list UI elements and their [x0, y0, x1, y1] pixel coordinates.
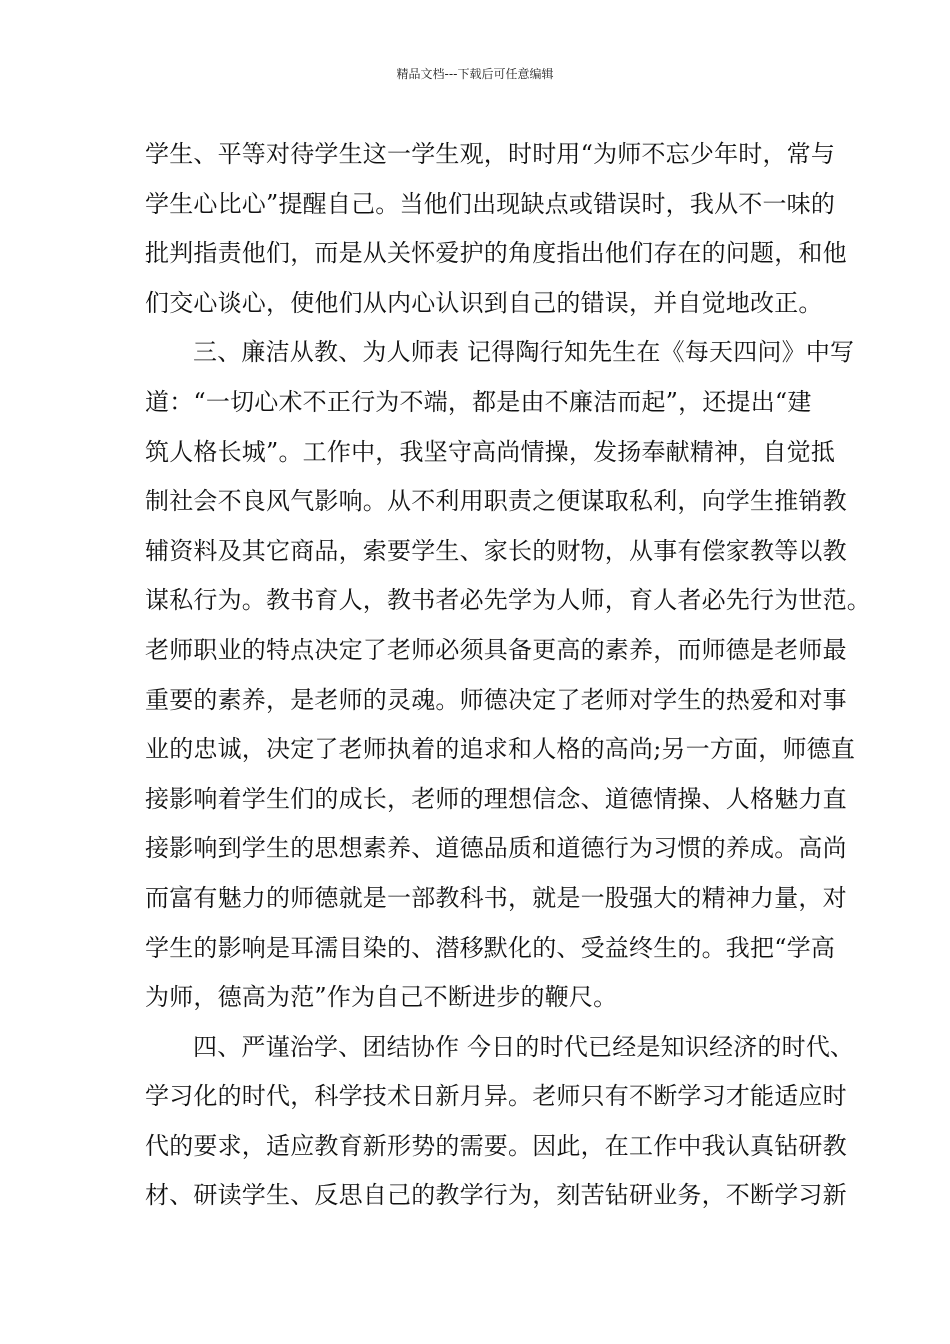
text-line: 老师职业的特点决定了老师必须具备更高的素养，而师德是老师最	[145, 635, 847, 664]
text-line: 们交心谈心，使他们从内心认识到自己的错误，并自觉地改正。	[145, 288, 823, 317]
section-heading-line: 三、廉洁从教、为人师表 记得陶行知先生在《每天四问》中写	[193, 338, 855, 367]
document-body	[145, 130, 871, 1221]
text-line: 业的忠诚，决定了老师执着的追求和人格的高尚;另一方面，师德直	[145, 735, 856, 764]
text-line: 学习化的时代，科学技术日新月异。老师只有不断学习才能适应时	[145, 1082, 847, 1111]
text-line: 材、研读学生、反思自己的教学行为，刻苦钻研业务，不断学习新	[145, 1181, 847, 1210]
text-line: 接影响到学生的思想素养、道德品质和道德行为习惯的养成。高尚	[145, 834, 847, 863]
text-line: 批判指责他们，而是从关怀爱护的角度指出他们存在的问题，和他	[145, 239, 847, 268]
text-line: 辅资料及其它商品，索要学生、家长的财物，从事有偿家教等以教	[145, 536, 847, 565]
text-line: 谋私行为。教书育人，教书者必先学为人师，育人者必先行为世范。	[145, 586, 871, 615]
text-line: 制社会不良风气影响。从不利用职责之便谋取私利，向学生推销教	[145, 487, 847, 516]
text-line: 为师，德高为范”作为自己不断进步的鞭尺。	[145, 983, 618, 1012]
text-line: 重要的素养，是老师的灵魂。师德决定了老师对学生的热爱和对事	[145, 685, 847, 714]
text-line: 而富有魅力的师德就是一部教科书，就是一股强大的精神力量，对	[145, 883, 847, 912]
text-line: 代的要求，适应教育新形势的需要。因此，在工作中我认真钻研教	[145, 1131, 847, 1160]
text-line: 学生、平等对待学生这一学生观，时时用“为师不忘少年时，常与	[145, 140, 836, 168]
page-header: 精品文档---下载后可任意编辑	[396, 67, 554, 81]
text-line: 学生心比心”提醒自己。当他们出现缺点或错误时，我从不一味的	[145, 189, 836, 218]
text-line: 接影响着学生们的成长，老师的理想信念、道德情操、人格魅力直	[145, 784, 847, 813]
section-heading-line: 四、严谨治学、团结协作 今日的时代已经是知识经济的时代、	[193, 1032, 855, 1061]
text-line: 学生的影响是耳濡目染的、潜移默化的、受益终生的。我把“学高	[145, 933, 836, 962]
text-line: 筑人格长城”。工作中，我坚守高尚情操，发扬奉献精神，自觉抵	[145, 437, 836, 466]
text-line: 道：“一切心术不正行为不端，都是由不廉洁而起”，还提出“建	[145, 387, 812, 416]
